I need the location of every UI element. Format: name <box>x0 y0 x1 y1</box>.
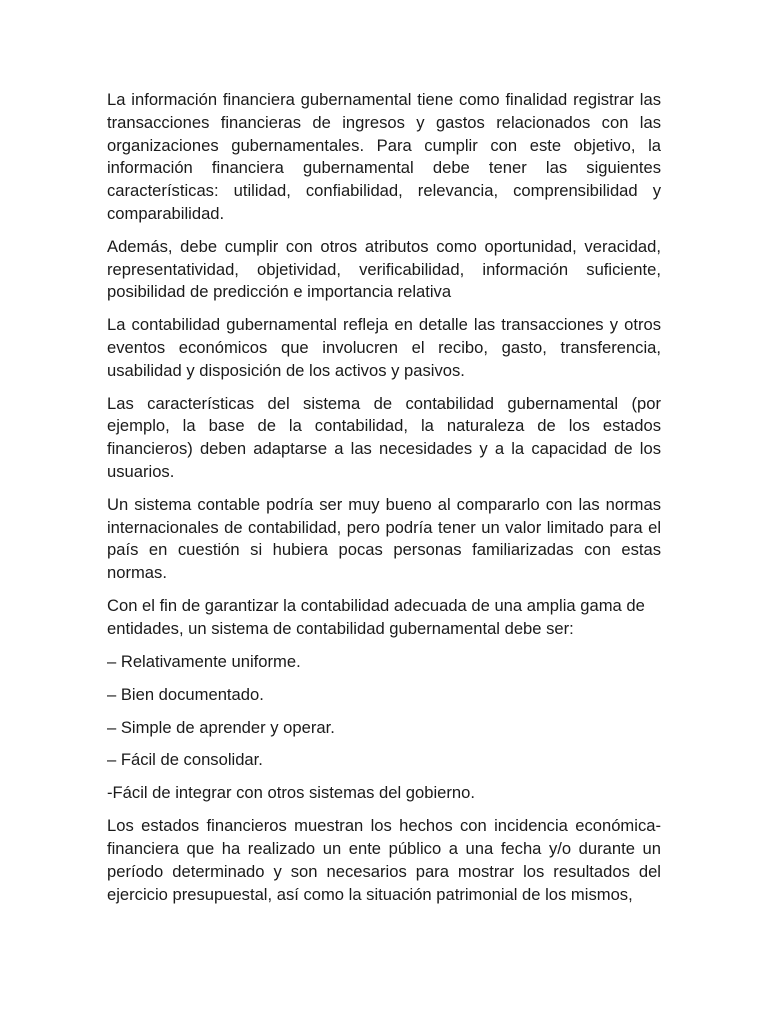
list-item: – Bien documentado. <box>107 684 264 704</box>
paragraph-standards: Un sistema contable podría ser muy bueno al compararlo con las normas internacionales de contabilidad, pero podría tener un valor limitado para el país en cuestión si hubiera pocas personas familiarizadas con estas normas. <box>107 494 661 583</box>
paragraph-attributes: Además, debe cumplir con otros atributos como oportunidad, veracidad, representatividad, objetividad, verificabilidad, información suficiente, posibilidad de predicción e importancia relativa <box>107 236 661 302</box>
paragraph-financial-statements: Los estados financieros muestran los hechos con incidencia económica-financiera que ha realizado un ente público a una fecha y/o durante un período determinado y son necesarios para mostrar los resultados del ejercicio presupuestal, así como la situación patrimonial de los mismos, <box>107 816 661 904</box>
paragraph-intro: La información financiera gubernamental tiene como finalidad registrar las transacciones financieras de ingresos y gastos relacionados con las organizaciones gubernamentales. Para cumplir con este objetivo, la información financiera gubernamental debe tener las siguientes características: utilidad, confiabilidad, relevancia, comprensibilidad y comparabilidad. <box>107 90 661 223</box>
list-item: – Simple de aprender y operar. <box>107 717 335 737</box>
requirements-list <box>107 651 661 806</box>
list-item: – Relativamente uniforme. <box>107 651 301 671</box>
list-item: -Fácil de integrar con otros sistemas del gobierno. <box>107 783 476 803</box>
paragraph-accounting: La contabilidad gubernamental refleja en detalle las transacciones y otros eventos económicos que involucren el recibo, gasto, transferencia, usabilidad y disposición de los activos y pasivos. <box>107 315 661 380</box>
paragraph-requirements: Con el fin de garantizar la contabilidad adecuada de una amplia gama de entidades, un sistema de contabilidad gubernamental debe ser: <box>107 595 645 638</box>
list-item: – Fácil de consolidar. <box>107 750 263 770</box>
paragraph-characteristics: Las características del sistema de contabilidad gubernamental (por ejemplo, la base de la contabilidad, la naturaleza de los estados financieros) deben adaptarse a las necesidades y a la capacidad de los usuarios. <box>107 393 661 481</box>
document-page <box>107 89 661 917</box>
